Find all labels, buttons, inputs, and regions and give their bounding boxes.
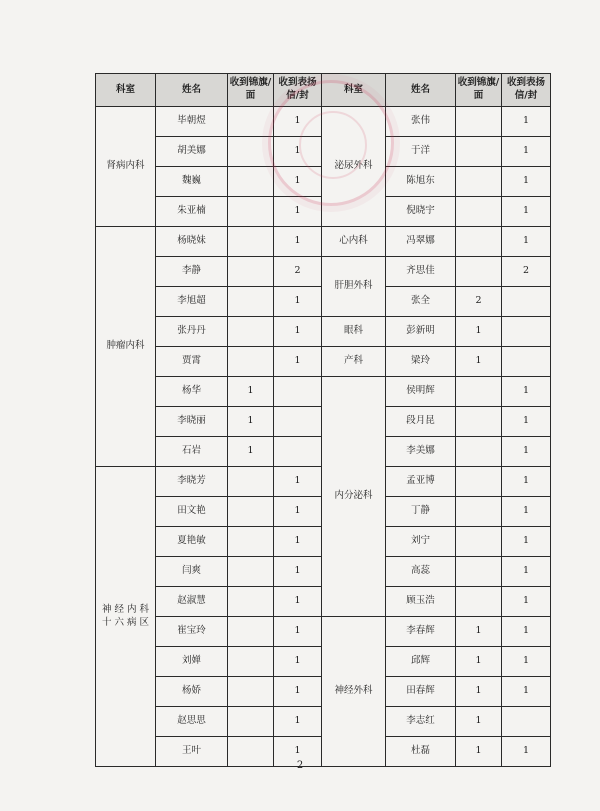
letter-count-cell: 1: [502, 137, 551, 167]
name-cell: 梁玲: [386, 347, 456, 377]
letter-count-cell: 1: [502, 617, 551, 647]
name-cell: 胡美娜: [156, 137, 228, 167]
letter-count-cell: 2: [274, 257, 322, 287]
banner-count-cell: 1: [228, 407, 274, 437]
banner-count-cell: [456, 527, 502, 557]
letter-count-cell: 1: [274, 197, 322, 227]
name-cell: 刘婵: [156, 647, 228, 677]
letter-count-cell: 1: [274, 677, 322, 707]
name-cell: 田春辉: [386, 677, 456, 707]
name-cell: 李晓芳: [156, 467, 228, 497]
letter-count-cell: 1: [274, 167, 322, 197]
header-name-left: 姓名: [156, 74, 228, 107]
letter-count-cell: [274, 437, 322, 467]
banner-count-cell: [456, 167, 502, 197]
letter-count-cell: 1: [274, 467, 322, 497]
header-banners-right: 收到锦旗/面: [456, 74, 502, 107]
banner-count-cell: [456, 497, 502, 527]
name-cell: 张丹丹: [156, 317, 228, 347]
banner-count-cell: [228, 347, 274, 377]
banner-count-cell: 1: [228, 437, 274, 467]
dept-cell: 神经外科: [322, 617, 386, 767]
letter-count-cell: 1: [502, 437, 551, 467]
letter-count-cell: 1: [274, 617, 322, 647]
name-cell: 闫爽: [156, 557, 228, 587]
banner-count-cell: 1: [456, 647, 502, 677]
banner-count-cell: [228, 647, 274, 677]
banner-count-cell: 2: [456, 287, 502, 317]
name-cell: 倪晓宇: [386, 197, 456, 227]
banner-count-cell: [456, 137, 502, 167]
letter-count-cell: 1: [274, 227, 322, 257]
name-cell: 毕朝煜: [156, 107, 228, 137]
letter-count-cell: 1: [274, 497, 322, 527]
letter-count-cell: 1: [274, 107, 322, 137]
letter-count-cell: 1: [274, 707, 322, 737]
header-letters-right: 收到表扬信/封: [502, 74, 551, 107]
banner-count-cell: 1: [456, 317, 502, 347]
name-cell: 夏艳敏: [156, 527, 228, 557]
table-row: [96, 347, 551, 377]
banner-count-cell: [228, 227, 274, 257]
name-cell: 赵淑慧: [156, 587, 228, 617]
banner-count-cell: [456, 107, 502, 137]
table-row: [96, 377, 551, 407]
letter-count-cell: 1: [502, 677, 551, 707]
letter-count-cell: 1: [274, 647, 322, 677]
table-row: [96, 617, 551, 647]
banner-count-cell: 1: [228, 377, 274, 407]
letter-count-cell: 1: [502, 647, 551, 677]
letter-count-cell: 1: [502, 557, 551, 587]
header-banners-left: 收到锦旗/面: [228, 74, 274, 107]
letter-count-cell: 1: [274, 137, 322, 167]
letter-count-cell: 1: [502, 527, 551, 557]
letter-count-cell: 1: [502, 167, 551, 197]
name-cell: 齐思佳: [386, 257, 456, 287]
name-cell: 石岩: [156, 437, 228, 467]
letter-count-cell: 1: [274, 587, 322, 617]
banner-count-cell: [456, 467, 502, 497]
letter-count-cell: 1: [274, 347, 322, 377]
letter-count-cell: 1: [502, 587, 551, 617]
name-cell: 杨晓妹: [156, 227, 228, 257]
letter-count-cell: 1: [274, 557, 322, 587]
name-cell: 段月昆: [386, 407, 456, 437]
dept-cell: 内分泌科: [322, 377, 386, 617]
name-cell: 李美娜: [386, 437, 456, 467]
letter-count-cell: 1: [502, 227, 551, 257]
name-cell: 李春辉: [386, 617, 456, 647]
letter-count-cell: 1: [502, 377, 551, 407]
name-cell: 杨娇: [156, 677, 228, 707]
dept-cell: 肾病内科: [96, 107, 156, 227]
name-cell: 魏巍: [156, 167, 228, 197]
dept-cell: 眼科: [322, 317, 386, 347]
banner-count-cell: [228, 197, 274, 227]
banner-count-cell: 1: [456, 617, 502, 647]
letter-count-cell: 1: [274, 287, 322, 317]
banner-count-cell: [228, 707, 274, 737]
letter-count-cell: 1: [502, 737, 551, 767]
banner-count-cell: [228, 107, 274, 137]
dept-cell: 泌尿外科: [322, 107, 386, 227]
page-number: 2: [296, 760, 304, 771]
banner-count-cell: [228, 257, 274, 287]
name-cell: 张伟: [386, 107, 456, 137]
letter-count-cell: [502, 287, 551, 317]
banner-count-cell: [456, 227, 502, 257]
name-cell: 赵思思: [156, 707, 228, 737]
name-cell: 李旭超: [156, 287, 228, 317]
name-cell: 刘宁: [386, 527, 456, 557]
header-dept-left: 科室: [96, 74, 156, 107]
letter-count-cell: 1: [502, 107, 551, 137]
letter-count-cell: 1: [502, 497, 551, 527]
table-header-row: [96, 74, 551, 107]
banner-count-cell: [228, 677, 274, 707]
header-name-right: 姓名: [386, 74, 456, 107]
letter-count-cell: [502, 707, 551, 737]
banner-count-cell: [456, 437, 502, 467]
dept-cell: 心内科: [322, 227, 386, 257]
dept-cell: 肿瘤内科: [96, 227, 156, 467]
banner-count-cell: [228, 557, 274, 587]
letter-count-cell: [274, 377, 322, 407]
commendation-table: [95, 73, 551, 767]
name-cell: 李静: [156, 257, 228, 287]
name-cell: 丁静: [386, 497, 456, 527]
name-cell: 侯明辉: [386, 377, 456, 407]
letter-count-cell: 1: [274, 737, 322, 767]
banner-count-cell: 1: [456, 707, 502, 737]
banner-count-cell: 1: [456, 737, 502, 767]
banner-count-cell: [228, 287, 274, 317]
banner-count-cell: [228, 497, 274, 527]
header-dept-right: 科室: [322, 74, 386, 107]
table-row: [96, 257, 551, 287]
name-cell: 陈旭东: [386, 167, 456, 197]
name-cell: 高蕊: [386, 557, 456, 587]
letter-count-cell: 1: [502, 467, 551, 497]
banner-count-cell: [228, 617, 274, 647]
banner-count-cell: [456, 557, 502, 587]
banner-count-cell: [228, 167, 274, 197]
letter-count-cell: 1: [502, 407, 551, 437]
banner-count-cell: 1: [456, 347, 502, 377]
name-cell: 张全: [386, 287, 456, 317]
dept-cell: 肝胆外科: [322, 257, 386, 317]
banner-count-cell: [228, 737, 274, 767]
table-row: [96, 317, 551, 347]
name-cell: 王叶: [156, 737, 228, 767]
name-cell: 崔宝玲: [156, 617, 228, 647]
name-cell: 冯翠娜: [386, 227, 456, 257]
letter-count-cell: 2: [502, 257, 551, 287]
name-cell: 李晓丽: [156, 407, 228, 437]
banner-count-cell: [228, 137, 274, 167]
letter-count-cell: [502, 347, 551, 377]
name-cell: 邱辉: [386, 647, 456, 677]
name-cell: 顾玉浩: [386, 587, 456, 617]
banner-count-cell: [456, 587, 502, 617]
name-cell: 杜磊: [386, 737, 456, 767]
banner-count-cell: [228, 587, 274, 617]
name-cell: 彭新明: [386, 317, 456, 347]
banner-count-cell: [456, 257, 502, 287]
name-cell: 杨华: [156, 377, 228, 407]
letter-count-cell: 1: [274, 527, 322, 557]
name-cell: 李志红: [386, 707, 456, 737]
header-letters-left: 收到表扬信/封: [274, 74, 322, 107]
table-row: [96, 107, 551, 137]
letter-count-cell: [274, 407, 322, 437]
banner-count-cell: [456, 377, 502, 407]
banner-count-cell: [456, 407, 502, 437]
banner-count-cell: [228, 317, 274, 347]
name-cell: 贾霄: [156, 347, 228, 377]
letter-count-cell: 1: [274, 317, 322, 347]
banner-count-cell: 1: [456, 677, 502, 707]
banner-count-cell: [228, 527, 274, 557]
dept-cell: 产科: [322, 347, 386, 377]
name-cell: 孟亚博: [386, 467, 456, 497]
letter-count-cell: [502, 317, 551, 347]
name-cell: 朱亚楠: [156, 197, 228, 227]
name-cell: 于洋: [386, 137, 456, 167]
letter-count-cell: 1: [502, 197, 551, 227]
table-row: [96, 227, 551, 257]
banner-count-cell: [228, 467, 274, 497]
dept-cell: 神 经 内 科 十 六 病 区: [96, 467, 156, 767]
name-cell: 田文艳: [156, 497, 228, 527]
banner-count-cell: [456, 197, 502, 227]
